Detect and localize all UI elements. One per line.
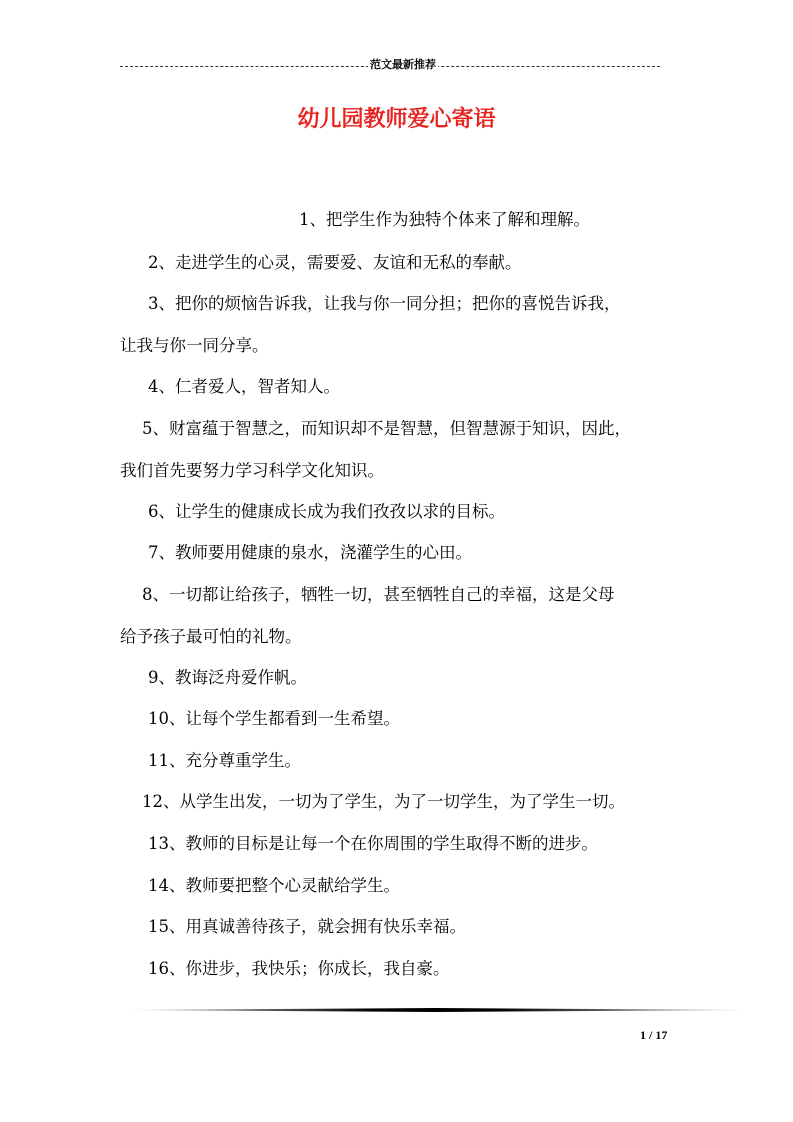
paragraph-6 <box>120 491 708 533</box>
paragraph-15 <box>120 906 708 948</box>
document-title: 幼儿园教师爱心寄语 <box>297 106 496 132</box>
paragraph-14-text: 14、教师要把整个心灵献给学生。 <box>148 876 400 895</box>
paragraph-5-text-continued: 我们首先要努力学习科学文化知识。 <box>120 461 384 480</box>
header-label: 范文最新推荐 <box>370 58 436 71</box>
paragraph-10 <box>120 698 708 740</box>
paragraph-3-text-continued: 让我与你一同分享。 <box>120 336 269 355</box>
paragraph-8 <box>120 574 680 658</box>
paragraph-10-text: 10、让每个学生都看到一生希望。 <box>148 709 400 728</box>
footer-divider <box>120 1008 750 1012</box>
paragraph-11 <box>120 740 708 782</box>
paragraph-6-text: 6、让学生的健康成长成为我们孜孜以求的目标。 <box>148 502 505 521</box>
paragraph-13 <box>120 823 708 865</box>
paragraph-9 <box>120 657 708 699</box>
paragraph-9-text: 9、教诲泛舟爱作帆。 <box>148 668 307 687</box>
paragraph-2-text: 2、走进学生的心灵，需要爱、友谊和无私的奉献。 <box>148 253 522 272</box>
paragraph-14 <box>120 865 708 907</box>
paragraph-7-text: 7、教师要用健康的泉水，浇灌学生的心田。 <box>148 543 472 562</box>
paragraph-2 <box>120 242 708 284</box>
paragraph-8-text: 8、一切都让给孩子，牺牲一切，甚至牺牲自己的幸福，这是父母 <box>142 585 615 604</box>
page-number: 1 / 17 <box>640 1028 668 1042</box>
paragraph-1 <box>120 199 793 241</box>
paragraph-3 <box>120 283 680 367</box>
paragraph-8-text-continued: 给予孩子最可怕的礼物。 <box>120 627 302 646</box>
paragraph-16 <box>120 948 708 990</box>
paragraph-4 <box>120 366 708 408</box>
paragraph-1-text: 1、把学生作为独特个体来了解和理解。 <box>299 210 590 229</box>
paragraph-12-text: 12、从学生出发，一切为了学生，为了一切学生，为了学生一切。 <box>142 792 625 811</box>
paragraph-12 <box>120 781 702 823</box>
paragraph-16-text: 16、你进步，我快乐；你成长，我自豪。 <box>148 959 450 978</box>
paragraph-5-text: 5、财富蕴于智慧之，而知识却不是智慧，但智慧源于知识，因此， <box>142 419 631 438</box>
paragraph-11-text: 11、充分尊重学生。 <box>148 751 301 770</box>
paragraph-3-text: 3、把你的烦恼告诉我，让我与你一同分担；把你的喜悦告诉我， <box>148 294 621 313</box>
paragraph-7 <box>120 532 708 574</box>
paragraph-4-text: 4、仁者爱人，智者知人。 <box>148 377 340 396</box>
paragraph-15-text: 15、用真诚善待孩子，就会拥有快乐幸福。 <box>148 917 466 936</box>
paragraph-13-text: 13、教师的目标是让每一个在你周围的学生取得不断的进步。 <box>148 834 598 853</box>
paragraph-5 <box>120 408 680 492</box>
